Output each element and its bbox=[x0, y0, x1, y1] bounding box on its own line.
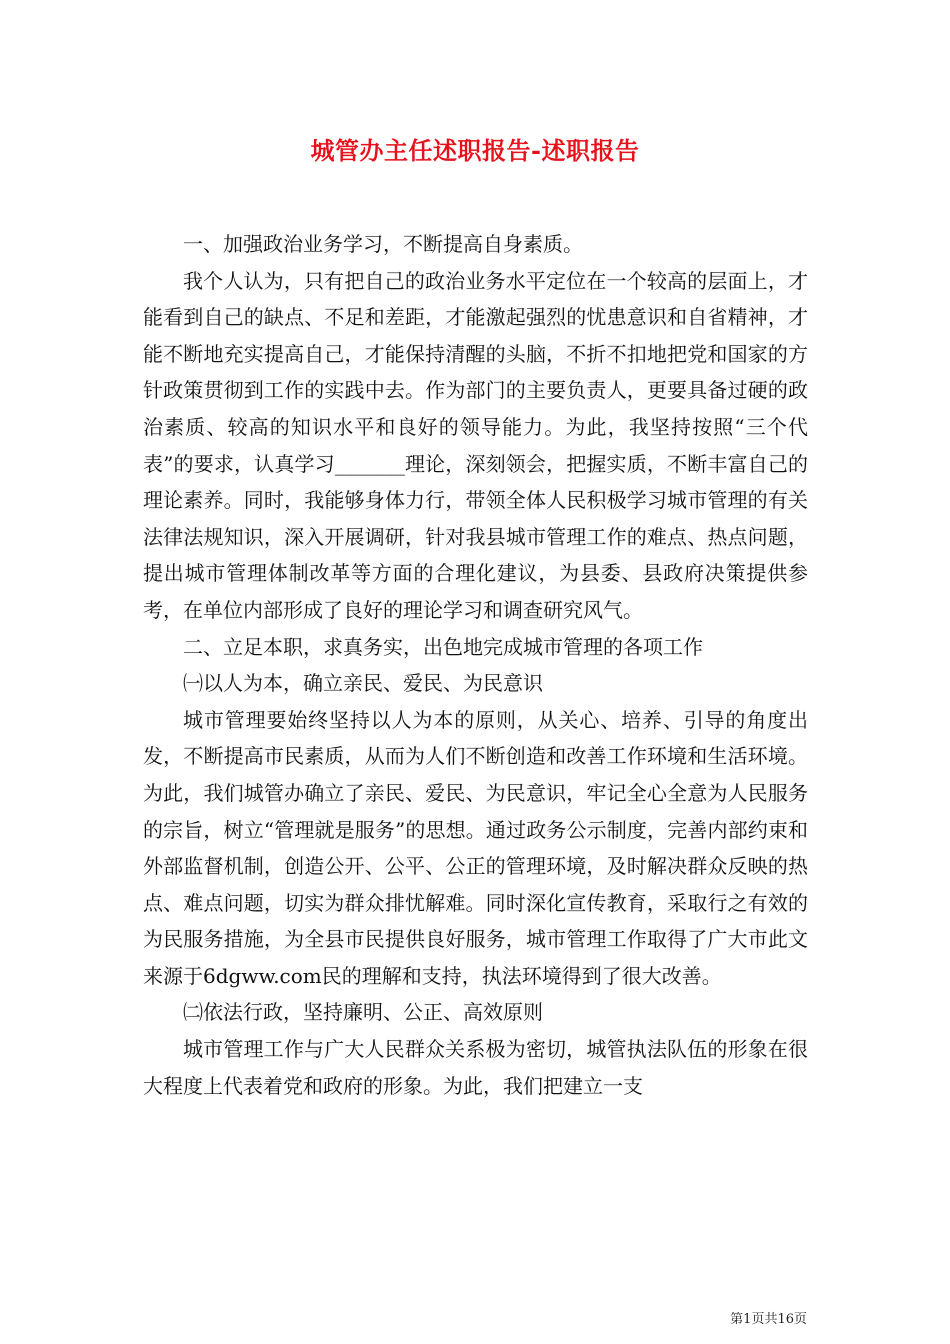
subsection-heading: ㈡依法行政，坚持廉明、公正、高效原则 bbox=[183, 1000, 543, 1025]
section-heading: 二、立足本职，求真务实，出色地完成城市管理的各项工作 bbox=[183, 634, 703, 659]
document-body bbox=[143, 226, 808, 1104]
body-paragraph: 我个人认为，只有把自己的政治业务水平定位在一个较高的层面上，才能看到自己的缺点、不足和差距，才能激起强烈的忧患意识和自省精神，才能不断地充实提高自己，才能保持清醒的头脑，不折不扣地把党和国家的方针政策贯彻到工作的实践中去。作为部门的主要负责人，更要具备过硬的政治素质、较高的知识水平和良好的领导能力。为此，我坚持按照“三个代表”的要求，认真学习_______理论，深刻领会，把握实质，不断丰富自己的理论素养。同时，我能够身体力行，带领全体人民积极学习城市管理的有关法律法规知识，深入开展调研，针对我县城市管理工作的难点、热点问题，提出城市管理体制改革等方面的合理化建议，为县委、县政府决策提供参考，在单位内部形成了良好的理论学习和调查研究风气。 bbox=[143, 268, 808, 622]
page-number-footer: 第1页共16页 bbox=[730, 1312, 807, 1327]
body-paragraph: 城市管理工作与广大人民群众关系极为密切，城管执法队伍的形象在很大程度上代表着党和政府的形象。为此，我们把建立一支 bbox=[143, 1037, 808, 1098]
body-paragraph: 城市管理要始终坚持以人为本的原则，从关心、培养、引导的角度出发，不断提高市民素质，从而为人们不断创造和改善工作环境和生活环境。为此，我们城管办确立了亲民、爱民、为民意识，牢记全心全意为人民服务的宗旨，树立“管理就是服务”的思想。通过政务公示制度，完善内部约束和外部监督机制，创造公开、公平、公正的管理环境，及时解决群众反映的热点、难点问题，切实为群众排忧解难。同时深化宣传教育，采取行之有效的为民服务措施，为全县市民提供良好服务，城市管理工作取得了广大市此文来源于6dgww.com民的理解和支持，执法环境得到了很大改善。 bbox=[143, 707, 808, 988]
section-heading: 一、加强政治业务学习，不断提高自身素质。 bbox=[183, 232, 583, 256]
subsection-heading: ㈠以人为本，确立亲民、爱民、为民意识 bbox=[183, 671, 543, 696]
page-title: 城管办主任述职报告-述职报告 bbox=[310, 136, 640, 165]
